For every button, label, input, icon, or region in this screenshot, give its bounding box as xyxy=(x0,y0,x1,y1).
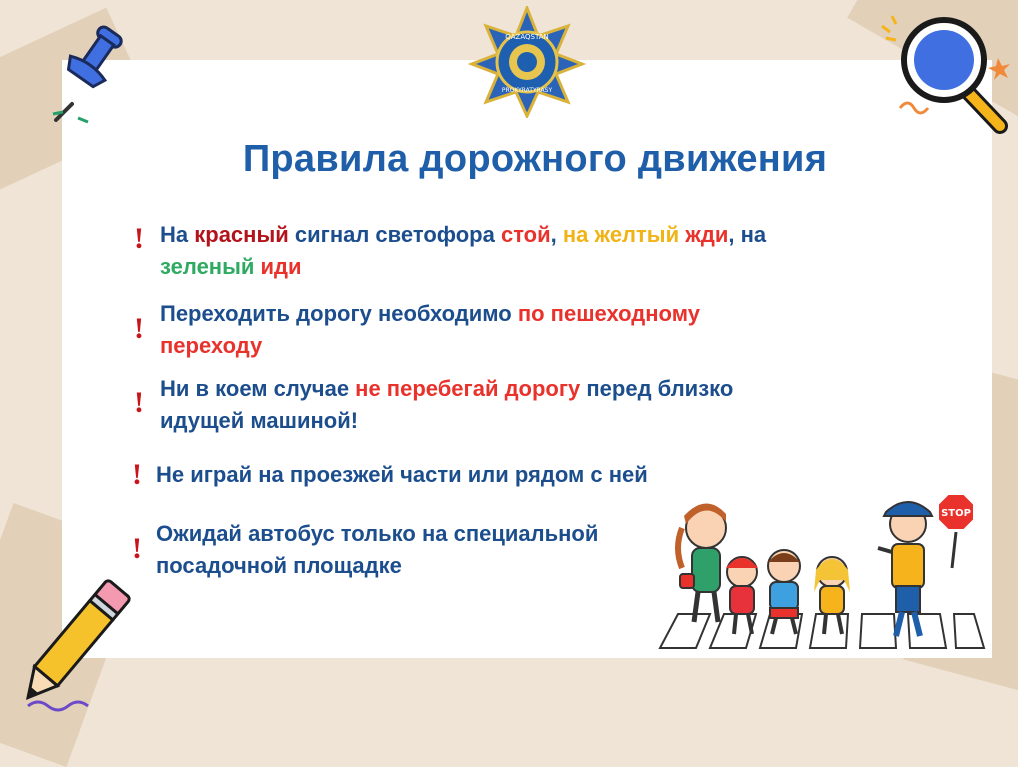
rule-text-highlight: не перебегай дорогу xyxy=(355,376,581,401)
exclamation-icon: ! xyxy=(134,312,144,345)
rule-2-line-1 xyxy=(160,298,700,330)
rule-text-highlight: на желтый xyxy=(562,222,680,247)
exclamation-icon: ! xyxy=(132,532,142,565)
rule-text-highlight: переходу xyxy=(160,333,263,358)
rule-4-line-1 xyxy=(156,459,648,491)
rule-text: , xyxy=(550,222,563,247)
emblem-icon xyxy=(468,6,586,118)
rule-3 xyxy=(160,373,733,437)
rule-text: На xyxy=(160,222,195,247)
rule-text: Не играй на проезжей части или рядом с ней xyxy=(156,462,648,487)
rule-5-line-2 xyxy=(156,550,598,582)
rule-3-line-1 xyxy=(160,373,733,405)
rule-text-highlight: красный xyxy=(194,222,289,247)
exclamation-icon: ! xyxy=(134,386,144,419)
rule-text-highlight: зеленый xyxy=(160,254,255,279)
rule-text: Ожидай автобус только на специальной xyxy=(156,521,599,546)
magnifying-glass-icon xyxy=(880,8,1016,138)
rule-2-line-2 xyxy=(160,330,700,362)
rule-2 xyxy=(160,298,700,362)
rule-text: , на xyxy=(728,222,767,247)
rule-1 xyxy=(160,219,766,283)
rule-text: посадочной площадке xyxy=(156,553,402,578)
rule-1-line-2 xyxy=(160,251,766,283)
rule-text-highlight: стой xyxy=(500,222,551,247)
rule-text: идущей машиной! xyxy=(160,408,359,433)
rule-text: сигнал светофора xyxy=(288,222,501,247)
emblem-text-bottom: PROKYRATYRASY xyxy=(501,87,553,94)
exclamation-icon: ! xyxy=(132,458,142,491)
exclamation-icon: ! xyxy=(134,222,144,255)
rule-3-line-2 xyxy=(160,405,733,437)
rule-5 xyxy=(156,518,598,582)
rule-text: Ни в коем случае xyxy=(160,376,356,401)
pencil-icon xyxy=(8,574,138,714)
rule-text-highlight: жди xyxy=(685,222,729,247)
push-pin-icon xyxy=(48,16,128,126)
rule-5-line-1 xyxy=(156,518,598,550)
emblem-text-top: QAZAQSTAN xyxy=(505,33,549,41)
stop-sign-text: STOP xyxy=(941,508,971,519)
rule-text-highlight: иди xyxy=(260,254,302,279)
rule-text: перед близко xyxy=(580,376,734,401)
page-title: Правила дорожного движения xyxy=(242,138,828,180)
rule-text: Переходить дорогу необходимо xyxy=(160,301,518,326)
rule-1-line-1 xyxy=(160,219,766,251)
children-crossing-illustration xyxy=(656,488,986,656)
rule-text-highlight: по пешеходному xyxy=(517,301,700,326)
rule-4 xyxy=(156,459,648,491)
